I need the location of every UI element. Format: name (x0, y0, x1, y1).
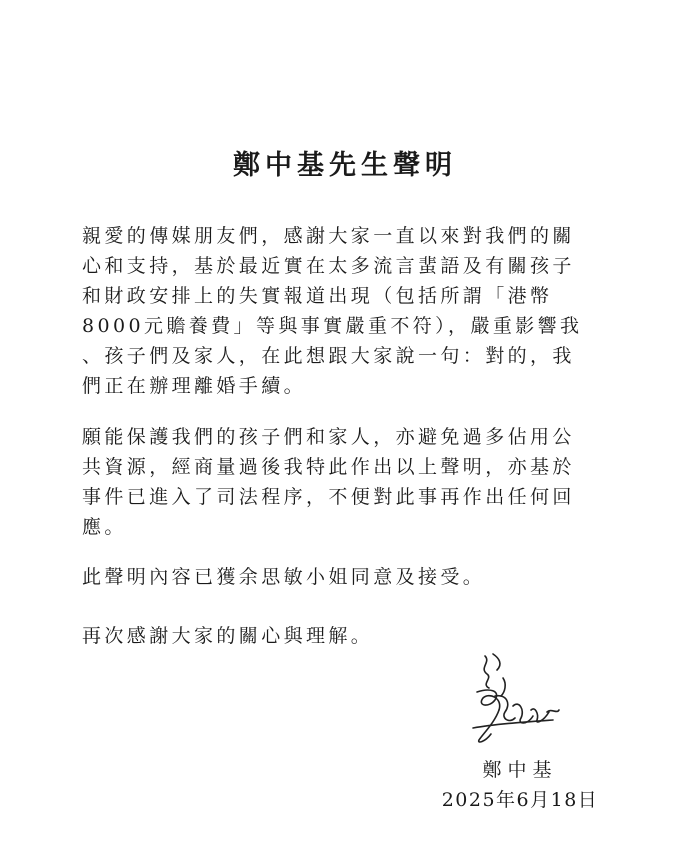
statement-date: 2025年6月18日 (441, 789, 599, 811)
paragraph-3 (82, 562, 485, 592)
paragraph-line: 、孩子們及家人，在此想跟大家說一句：對的，我 (82, 345, 575, 367)
paragraph-line: 再次感謝大家的關心與理解。 (82, 625, 374, 647)
paragraph-line: 們正在辦理離婚手續。 (82, 375, 307, 397)
statement-title: 鄭中基先生聲明 (233, 150, 457, 181)
paragraph-4 (82, 621, 373, 651)
paragraph-line: 應。 (82, 516, 127, 538)
paragraph-1 (82, 221, 582, 401)
signature-block (430, 755, 610, 815)
paragraph-line: 和財政安排上的失實報道出現（包括所謂「港幣 (82, 285, 553, 307)
paragraph-line: 親愛的傳媒朋友們，感謝大家一直以來對我們的關 (82, 225, 575, 247)
paragraph-line: 事件已進入了司法程序，不便對此事再作出任何回 (82, 486, 575, 508)
paragraph-2 (82, 422, 575, 542)
paragraph-line: 心和支持，基於最近實在太多流言蜚語及有關孩子 (82, 255, 575, 277)
handwritten-signature (455, 648, 565, 758)
paragraph-line: 願能保護我們的孩子們和家人，亦避免過多佔用公 (82, 426, 575, 448)
paragraph-line: 共資源，經商量過後我特此作出以上聲明，亦基於 (82, 456, 575, 478)
paragraph-line: 此聲明內容已獲余思敏小姐同意及接受。 (82, 566, 486, 588)
signatory-name: 鄭中基 (482, 759, 558, 781)
paragraph-line: 8000元贍養費」等與事實嚴重不符），嚴重影響我 (82, 315, 583, 337)
